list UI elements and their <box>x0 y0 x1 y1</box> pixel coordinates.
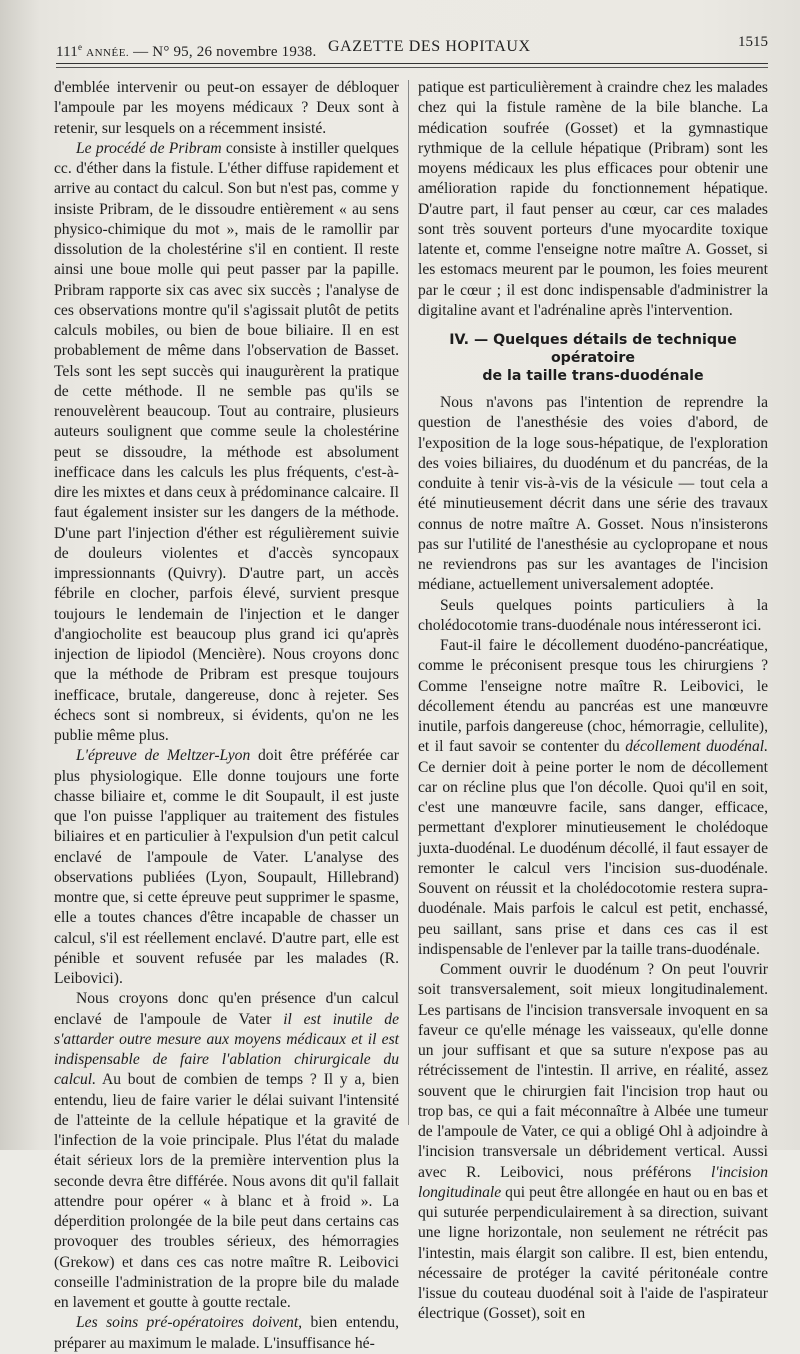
paragraph-lead: Les soins pré-opératoires doivent, <box>76 1314 303 1332</box>
issue-superscript: e <box>78 42 83 52</box>
paragraph: d'emblée intervenir ou peut-on essayer de débloquer l'ampoule par les moyens médicaux ? Deux sont à retenir, sur lesquels on a récemment insisté. <box>54 79 399 137</box>
paragraph-emphasis: il est inutile de s'attarder outre mesure aux moyens médicaux et il est indispensable de faire l'ablation chirurgicale du calcul. <box>54 1010 399 1089</box>
section-heading <box>418 331 768 385</box>
paragraph-emphasis: l'incision longitudinale <box>418 1163 768 1201</box>
paragraph-body: bien entendu, préparer au maximum le malade. L'insuffisance hé- <box>54 1314 399 1352</box>
paragraph <box>54 989 399 1313</box>
paragraph <box>54 139 399 747</box>
section-heading-line: IV. — Quelques détails de technique opératoire <box>449 332 737 366</box>
paragraph-lead: Le procédé de Pribram <box>76 139 222 157</box>
issue-info <box>56 42 316 61</box>
paragraph-body: Nous croyons donc qu'en présence d'un calcul enclavé de l'ampoule de Vater <box>54 990 399 1028</box>
paragraph <box>418 960 768 1325</box>
paragraph-body: qui peut être allongée en haut ou en bas et qui suturée perpendiculairement à sa direction, suivant une ligne horizontale, non seulement ne rétrécit pas l'intestin, mais élargit son calibre. Il est, bien entendu, nécessaire de protéger la cavité péritonéale contre l'issue du couteau duodénal soit à l'aide de l'aspirateur électrique (Gosset), soit en <box>418 1183 768 1323</box>
issue-number: 111 <box>56 44 78 60</box>
paragraph <box>54 1313 399 1354</box>
page-number: 1515 <box>738 34 768 50</box>
paragraph-body: doit être préférée car plus physiologique. Elle donne toujours une forte chasse biliaire et, comme le dit Soupault, il est juste que l'on puisse l'appliquer au traitement des fistules biliaires et en particulier à l'expulsion d'un petit calcul enclavé de l'ampoule de Vater. L'analyse des observations publiées (Lyon, Soupault, Hillebrand) montre que, si cette épreuve peut supprimer le spasme, elle a toutes chances d'être incapable de chasser un calcul, s'il est réellement enclavé. D'autre part, elle est pénible et souvent refusée par les malades (R. Leibovici). <box>54 747 399 987</box>
paragraph: Nous n'avons pas l'intention de reprendre la question de l'anesthésie des voies d'abord, de l'exposition de la loge sous-hépatique, de l'exploration des voies biliaires, du duodénum et du pancréas, de la conduite à tenir vis-à-vis de la vésicule — tout cela a été minutieusement décrit dans une série des travaux connus de notre maître A. Gosset. Nous n'insisterons pas sur l'utilité de l'anesthésie au cyclopropane et nous ne reviendrons pas sur les avantages de l'incision médiane, actuellement universalement adoptée. <box>418 394 768 594</box>
paragraph: patique est particulièrement à craindre chez les malades chez qui la fistule ramène de la bile blanche. La médication soufrée (Gosset) et la gymnastique rythmique de la cellule hépatique (Pribram) sont les moyens médicaux les plus efficaces pour obtenir une amélioration rapide du fonctionnement hépatique. D'autre part, il faut penser au cœur, car ces malades sont très souvent porteurs d'une myocardite toxique latente et, comme l'enseigne notre maître A. Gosset, si les estomacs meurent par le poumon, les foies meurent par le cœur ; il est donc indispensable d'administrer la digitaline avant et l'adrénaline après l'intervention. <box>418 79 768 319</box>
section-heading-line: de la taille trans-duodénale <box>482 368 704 384</box>
header-rule-thin <box>56 67 768 68</box>
paragraph-body: consiste à instiller quelques cc. d'éther dans la fistule. L'éther diffuse rapidement et arrive au contact du calcul. Son but n'est pas, comme y insiste Pribram, de le dissoudre entièrement « au sens physico-chimique du mot », mais de le ramollir par dissolution de la cholestérine s'il en contient. Il reste ainsi une boue molle qui peut passer par la papille. Pribram rapporte six cas avec six succès ; l'analyse de ces observations montre qu'il s'agissait plutôt de petits calculs mobiles, ou bien de boue biliaire. Il en est probablement de même dans l'observation de Basset. Tels sont les sept succès qui inaugurèrent la pratique de cette méthode. Il ne semble pas qu'ils se renouvelèrent beaucoup. Tout au contraire, plusieurs auteurs soulignent que comme seule la cholestérine peut se dissoudre, la méthode est absolument inefficace dans les calculs les plus fréquents, c'est-à-dire les mixtes et dans ceux à prédominance calcaire. Il faut également insister sur les dangers de la méthode. D'une part l'injection d'éther est régulièrement suivie de douleurs violentes et d'accès syncopaux impressionnants (Quivry). D'autre part, un accès fébrile en clocher, parfois élevé, survient presque toujours le lendemain de l'injection et le danger d'angiocholite est beaucoup plus grand ici qu'après injection de lipiodol (Mencière). Nous croyons donc que la méthode de Pribram est presque toujours inefficace, brutale, dangereuse, donc à rejeter. Ses échecs sont si nombreux, si évidents, qu'on ne les publie même plus. <box>54 139 399 744</box>
paragraph <box>54 746 399 989</box>
column-separator <box>408 80 409 1125</box>
paragraph-body: Au bout de combien de temps ? Il y a, bien entendu, lieu de faire varier le délai suivant l'intensité de l'atteinte de la cellule hépatique et la gravité de l'infection de la voie principale. Plus l'état du malade était sérieux lors de la première intervention plus la seconde devra être différée. Nous avons dit qu'il fallait attendre pour opérer « à blanc et à froid ». La déperdition prolongée de la bile peut dans certains cas provoquer des troubles sérieux, des hémorragies (Grekow) et dans ces cas notre maître R. Leibovici conseille l'administration de la propre bile du malade en lavement et goutte à goutte rectale. <box>54 1071 399 1311</box>
left-column <box>54 78 399 1354</box>
running-header <box>56 34 768 62</box>
paragraph-lead: L'épreuve de Meltzer-Lyon <box>76 747 251 765</box>
right-column <box>418 78 768 1325</box>
paragraph-body: Ce dernier doit à peine porter le nom de décollement car on récline plus que l'on décolle. Quoi qu'il en soit, c'est une manœuvre facile, sans danger, efficace, permettant d'explorer minutieusement le cholédoque juxta-duodénal. Le duodénum décollé, il faut essayer de remonter le calcul vers l'incision sus-duodénale. Souvent on réussit et la cholédocotomie restera supra-duodénale. Mais parfois le calcul est petit, enchassé, peu saillant, sans prise et dans ces cas il est indispensable de l'enlever par la taille trans-duodénale. <box>418 758 768 958</box>
paragraph: Seuls quelques points particuliers à la cholédocotomie trans-duodénale nous intéresseront ici. <box>418 596 768 634</box>
paragraph-body: Faut-il faire le décollement duodéno-pancréatique, comme le préconisent presque tous les chirurgiens ? Comme l'enseigne notre maître R. Leibovici, le décollement étendu au pancréas est une manœuvre inutile, parfois dangereuse (choc, hémorragie, cellulite), et il faut savoir se contenter du <box>418 637 768 756</box>
paragraph <box>418 636 768 960</box>
paragraph-emphasis: décollement duodénal. <box>625 738 769 756</box>
header-rule-thick <box>56 63 768 64</box>
issue-date: — N° 95, 26 novembre 1938. <box>129 44 317 60</box>
paragraph-body: Comment ouvrir le duodénum ? On peut l'ouvrir soit transversalement, soit mieux longitudinalement. Les partisans de l'incision transversale invoquent en sa faveur ce qu'elle ménage les vaisseaux, qu'elle donne un jour suffisant et que sa suture n'expose pas au rétrécissement de l'intestin. Il arrive, en réalité, assez souvent que le chirurgien fait l'incision trop haut ou trop bas, ce qui a fait méconnaître à Albée une tumeur de l'ampoule de Vater, ce qui a obligé Ohl à adjoindre à l'incision transversale un débridement vertical. Aussi avec R. Leibovici, nous préférons <box>418 961 768 1181</box>
issue-word: ANNÉE. <box>86 47 130 59</box>
journal-title: GAZETTE DES HOPITAUX <box>328 38 531 55</box>
